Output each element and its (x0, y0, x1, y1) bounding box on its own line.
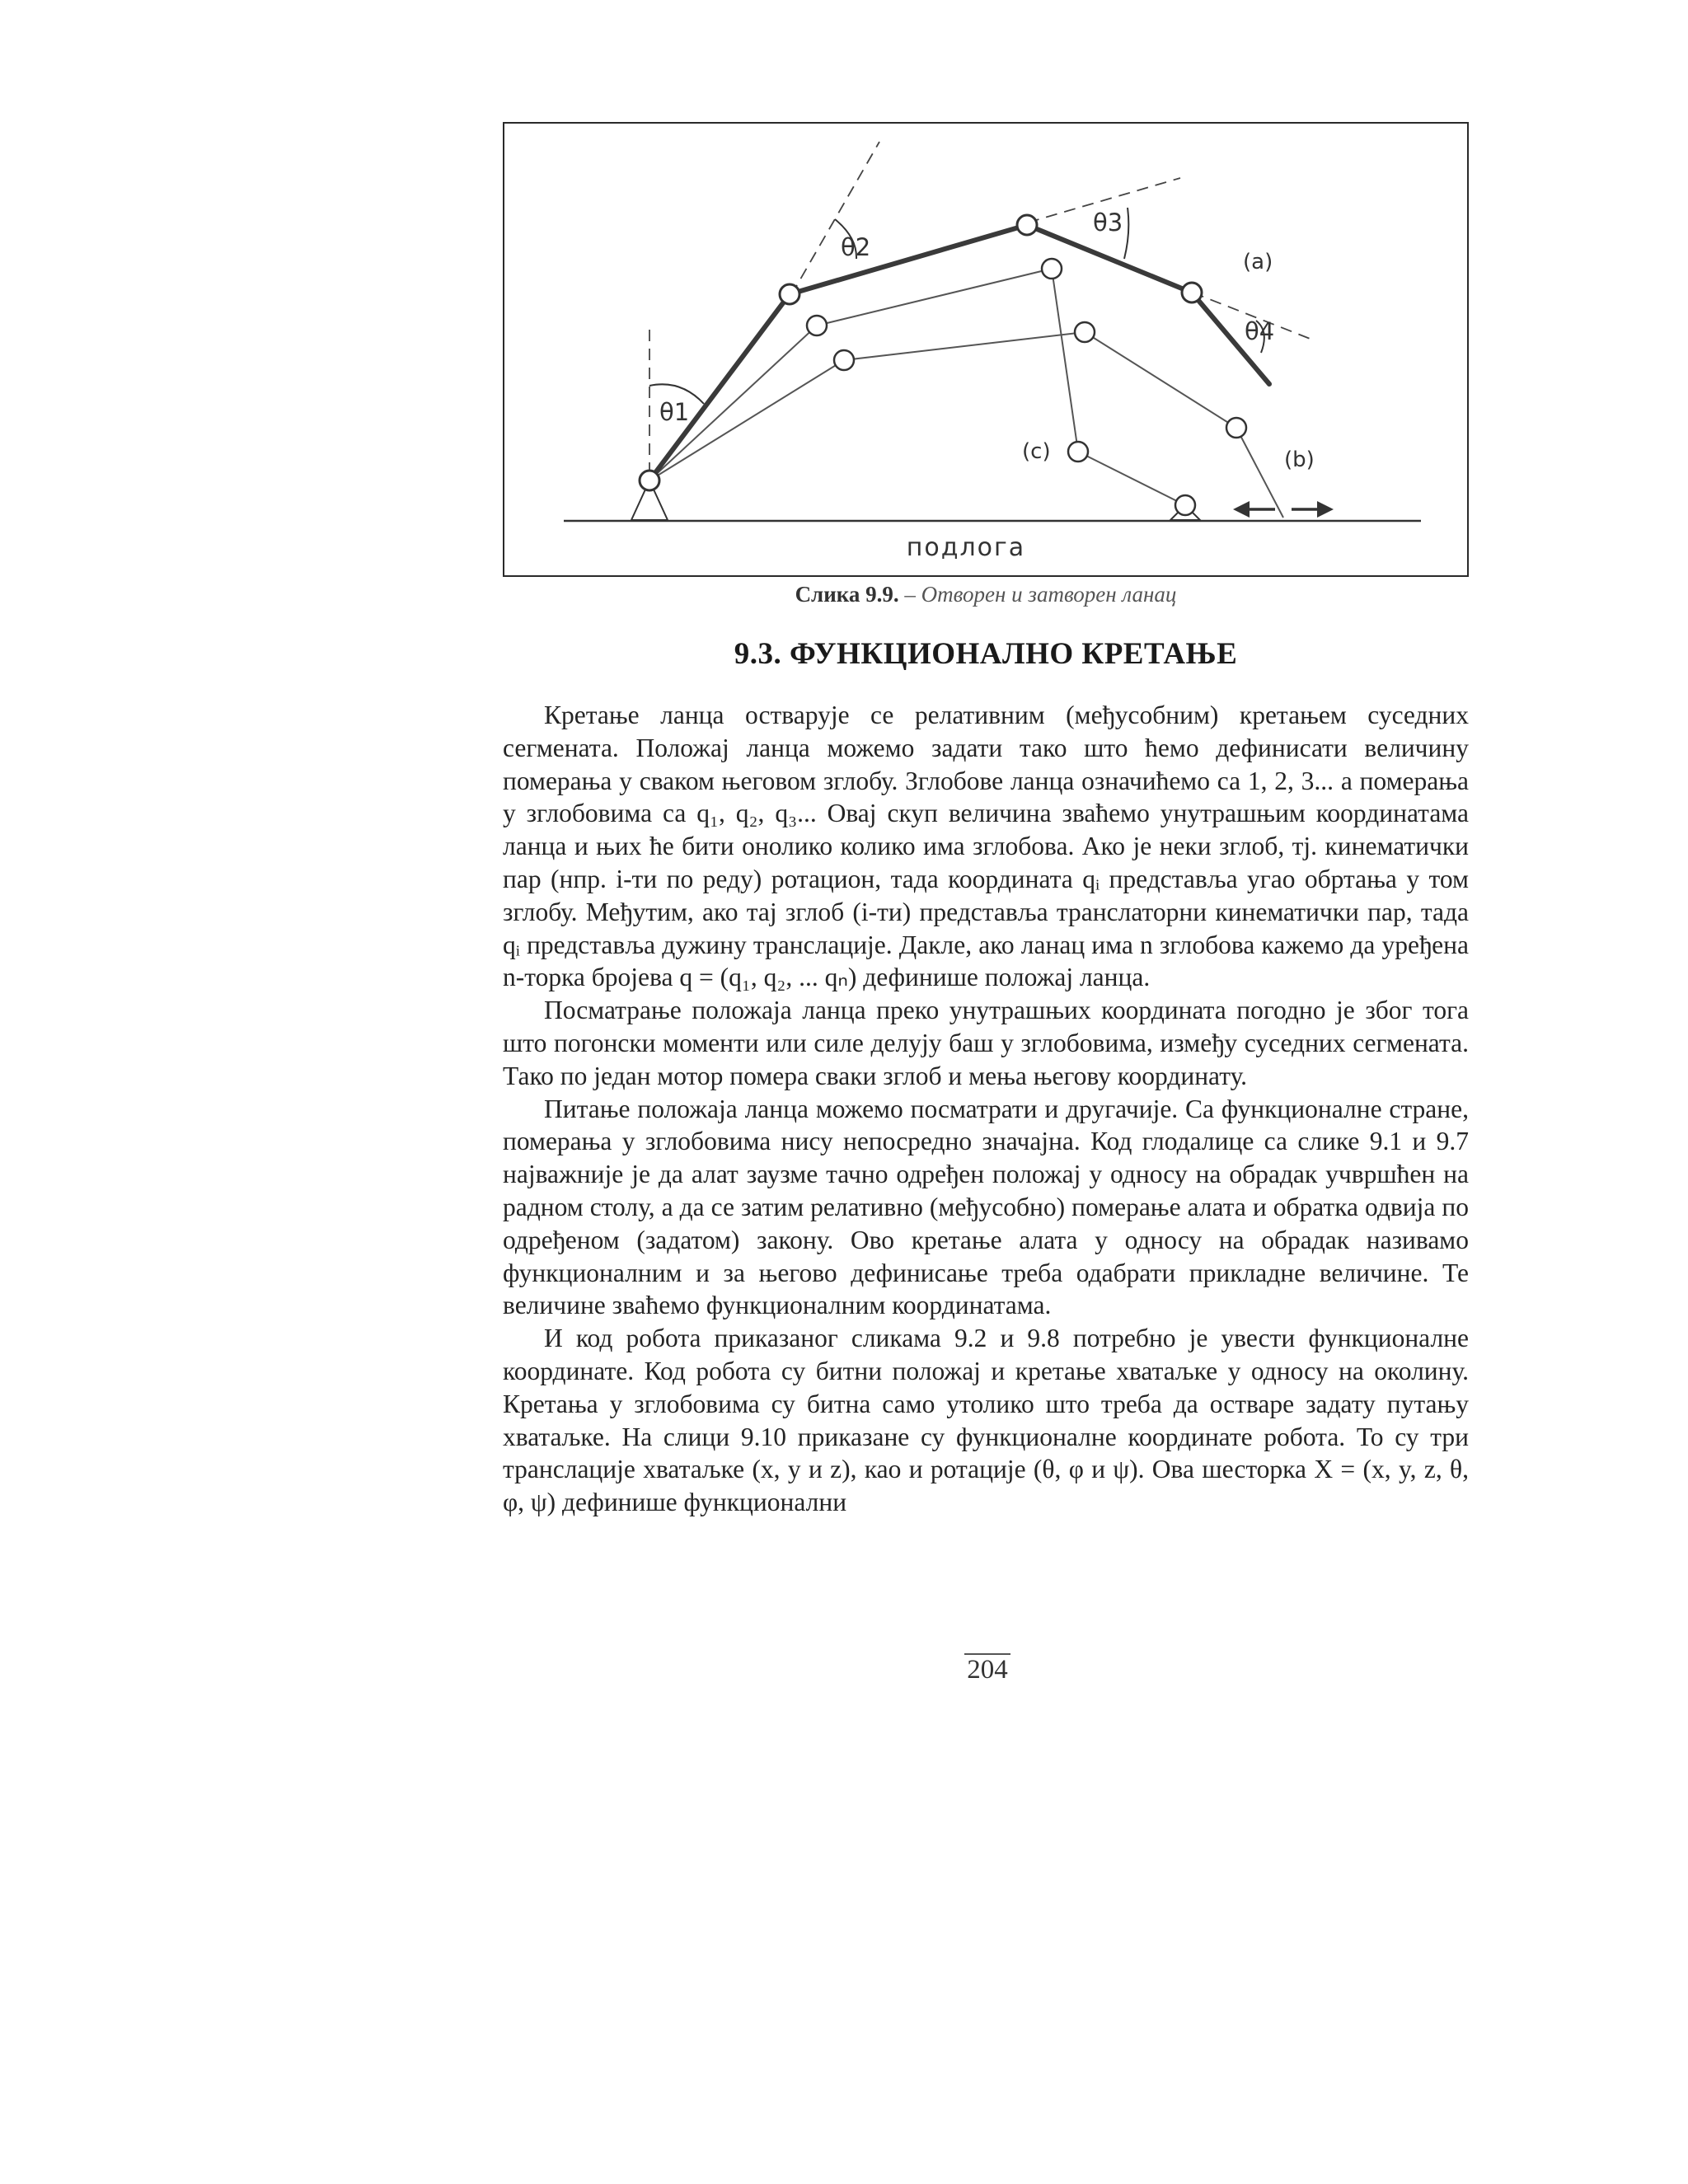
arrow-left-icon (1233, 501, 1250, 518)
theta3-arc (1124, 208, 1128, 259)
label-theta2: θ2 (841, 233, 871, 261)
label-chain-c: (c) (1022, 439, 1051, 464)
chain-a (649, 225, 1269, 480)
label-ground: подлога (906, 533, 1026, 562)
chain-c (649, 269, 1185, 505)
section-heading: 9.3. ФУНКЦИОНАЛНО КРЕТАЊЕ (734, 637, 1238, 671)
joint-a-3 (1017, 215, 1037, 235)
label-theta4: θ4 (1245, 317, 1275, 345)
joint-c-5 (1175, 495, 1195, 515)
kinematic-chain-diagram (504, 124, 1467, 575)
label-chain-b: (b) (1284, 448, 1315, 472)
joint-b-4 (1226, 418, 1246, 438)
joint-b-3 (1075, 322, 1095, 342)
page-number: 204 (967, 1655, 1008, 1685)
figure-kinematic-chains (503, 122, 1469, 577)
paragraph-3: Питање положаја ланца можемо посматрати и другачије. Са функционалне стране, померања у зглобовима нису непосредно значајна. Код глодалице са слике 9.1 и 9.7 најважније је да алат заузме тачно одређен положај у односу на обрадак учвршћен на радном столу, а да се затим релативно (међусобно) померање алата и обратка одвија по одређеном (задатом) закону. Ово кретање алата у односу на обрадак називамо функционалним и за његово дефинисање треба одабрати прикладне величине. Те величине зваћемо функционалним координатама. (503, 1094, 1469, 1320)
joint-a-4 (1182, 283, 1202, 302)
chain-b (649, 332, 1283, 518)
label-theta3: θ3 (1093, 209, 1123, 237)
label-theta1: θ1 (659, 398, 690, 426)
joint-base (640, 471, 659, 490)
arrow-right-icon (1317, 501, 1334, 518)
paragraph-4: И код робота приказаног сликама 9.2 и 9.8 потребно је увести функционалне координате. Код робота су битни положај и кретање хватаљке у односу на околину. Кретања у зглобовима су битна само утолико што треба да остваре задату путању хватаљке. На слици 9.10 приказане су функционалне координате робота. То су три транслације хватаљке (x, y и z), као и ротације (θ, φ и ψ). Ова шесторка X = (x, y, z, θ, φ, ψ) дефинише функционални (503, 1324, 1469, 1517)
joint-c-2 (807, 316, 827, 335)
label-chain-a: (a) (1243, 250, 1273, 274)
joint-c-4 (1068, 442, 1088, 462)
joint-a-2 (780, 284, 799, 304)
figure-caption (503, 582, 1469, 607)
caption-label: Слика 9.9. (795, 582, 899, 607)
body-text (503, 699, 1469, 1519)
caption-text: – Отворен и затворен ланац (904, 582, 1177, 607)
joint-b-2 (834, 350, 854, 370)
paragraph-1: Кретање ланца остварује се релативним (међусобним) кретањем суседних сегмената. Положај ланца можемо задати тако што ћемо дефинисати величину померања у сваком његовом зглобу. Зглобове ланца означићемо са 1, 2, 3... а померања у зглобовима са q₁, q₂, q₃... Овај скуп величина зваћемо унутрашњим координатама ланца и њих ће бити онолико колико има зглобова. Ако је неки зглоб, тј. кинематички пар (нпр. i-ти по реду) ротацион, тада координата qᵢ представља угао обртања у том зглобу. Међутим, ако тај зглоб (i-ти) представља транслаторни кинематички пар, тада qᵢ представља дужину транслације. Дакле, ако ланац има n зглобова кажемо да уређена n-торка бројева q = (q₁, q₂, ... qₙ) дефинише положај ланца. (503, 701, 1469, 992)
joint-c-3 (1042, 259, 1062, 279)
paragraph-2: Посматрање положаја ланца преко унутрашњих координата погодно је због тога што погонски моменти или силе делују баш у зглобовима, између суседних сегмената. Тако по један мотор помера сваки зглоб и мења његову координату. (503, 996, 1469, 1090)
